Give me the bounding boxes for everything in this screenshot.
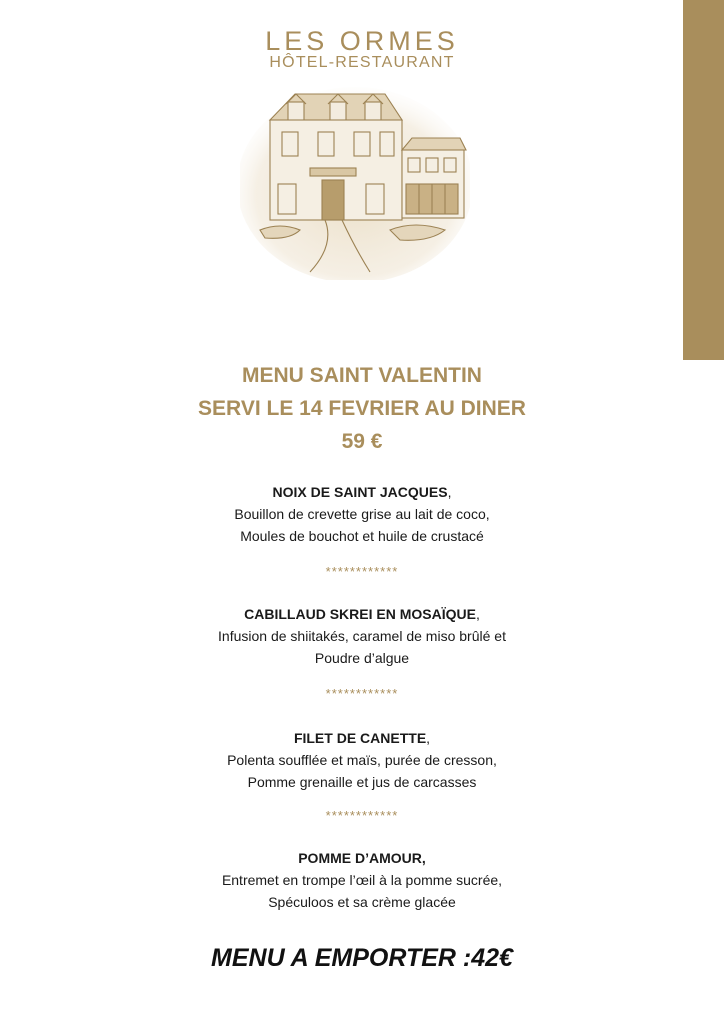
menu-title: MENU SAINT VALENTIN [242, 364, 482, 387]
course-line: Bouillon de crevette grise au lait de coco, [234, 506, 490, 522]
takeaway-menu-price: MENU A EMPORTER :42€ [211, 944, 513, 972]
course-title: CABILLAUD SKREI EN MOSAÏQUE [244, 606, 476, 622]
course-fish [0, 603, 724, 669]
course-title-suffix: , [426, 730, 431, 746]
course-title-suffix: , [475, 606, 480, 622]
brand-name: LES ORMES [265, 26, 459, 56]
course-line: Poudre d’algue [314, 650, 410, 666]
course-line: Pomme grenaille et jus de carcasses [247, 774, 477, 790]
course-line: Infusion de shiitakés, caramel de miso brûlé et [218, 628, 506, 644]
menu-price: 59 € [341, 430, 383, 453]
course-starter [0, 481, 724, 547]
brand-subtitle: HÔTEL-RESTAURANT [269, 54, 455, 71]
course-line: Moules de bouchot et huile de crustacé [240, 528, 484, 544]
course-title: POMME D’AMOUR, [298, 850, 426, 866]
course-line: Spéculoos et sa crème glacée [268, 894, 456, 910]
menu-served-date: SERVI LE 14 FEVRIER AU DINER [198, 397, 526, 420]
course-meat [0, 727, 724, 793]
separator: ************ [325, 564, 399, 579]
separator: ************ [325, 686, 399, 701]
course-title: FILET DE CANETTE [293, 730, 427, 746]
separator: ************ [325, 808, 399, 823]
course-title: NOIX DE SAINT JACQUES [272, 484, 448, 500]
course-dessert [0, 847, 724, 913]
hotel-sketch-illustration [240, 80, 470, 280]
course-line: Entremet en trompe l’œil à la pomme sucrée, [221, 872, 503, 888]
course-line: Polenta soufflée et maïs, purée de cresson, [227, 752, 497, 768]
course-title-suffix: , [447, 484, 452, 500]
